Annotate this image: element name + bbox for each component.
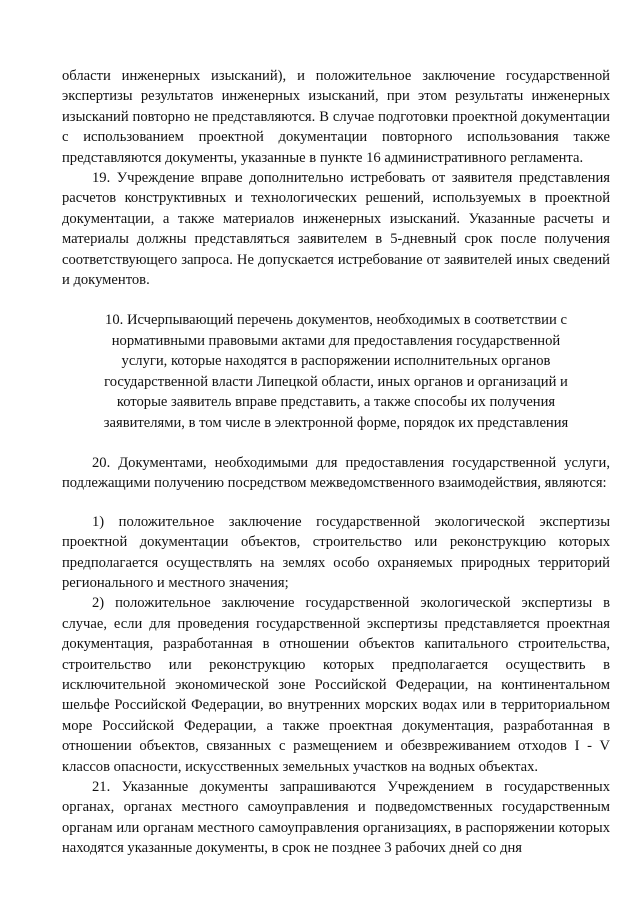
paragraph-19: 19. Учреждение вправе дополнительно истребовать от заявителя представления расчетов конструктивных и технологических решений, используемых в проектной документации, а также материалов инженерных изысканий. Указанные расчеты и материалы должны представляться заявителем в 5-дневный срок после получения соответствующего запроса. Не допускается истребование от заявителей иных сведений и документов. bbox=[62, 170, 610, 289]
paragraph-intro: области инженерных изысканий), и положительное заключение государственной экспертизы результатов инженерных изысканий, при этом результаты инженерных изысканий повторно не представляются. В случае подготовки проектной документации с использованием проектной документации повторного использования также представляются документы, указанные в пункте 16 административного регламента. bbox=[62, 68, 610, 166]
list-item-1: 1) положительное заключение государственной экологической экспертизы проектной документации объектов, строительство или реконструкцию которых предполагается осуществлять на землях особо охраняемых природных территорий регионального и местного значения; bbox=[62, 513, 610, 591]
list-item-2: 2) положительное заключение государственной экологической экспертизы в случае, если для проведения государственной экспертизы представляется проектная документация, разработанная в отношении объектов капитального строительства, строительство или реконструкцию которых предполагается осуществить в исключительной экономической зоне Российской Федерации, на континентальном шельфе Российской Федерации, во внутренних морских водах или в территориальном море Российской Федерации, а также проектная документация, разработанная в отношении объектов, связанных с размещением и обезвреживанием отходов I - V классов опасности, искусственных земельных участков на водных объектах. bbox=[62, 595, 610, 775]
section-heading-10: 10. Исчерпывающий перечень документов, необходимых в соответствии с нормативными правовыми актами для предоставления государственной услуги, которые находятся в распоряжении исполнительных органов государственной власти Липецкой области, иных органов и организаций и которые заявитель вправе представить, а также способы их получения заявителями, в том числе в электронной форме, порядок их представления bbox=[103, 312, 569, 431]
paragraph-20: 20. Документами, необходимыми для предоставления государственной услуги, подлежащими получению посредством межведомственного взаимодействия, являются: bbox=[62, 454, 610, 492]
spacer bbox=[62, 290, 610, 310]
paragraph-21: 21. Указанные документы запрашиваются Учреждением в государственных органах, органах местного самоуправления и подведомственных государственным органам или органам местного самоуправления организациях, в распоряжении которых находятся указанные документы, в срок не позднее 3 рабочих дней со дня bbox=[62, 779, 610, 857]
spacer bbox=[62, 433, 610, 453]
document-page bbox=[62, 66, 610, 859]
spacer bbox=[62, 494, 610, 512]
